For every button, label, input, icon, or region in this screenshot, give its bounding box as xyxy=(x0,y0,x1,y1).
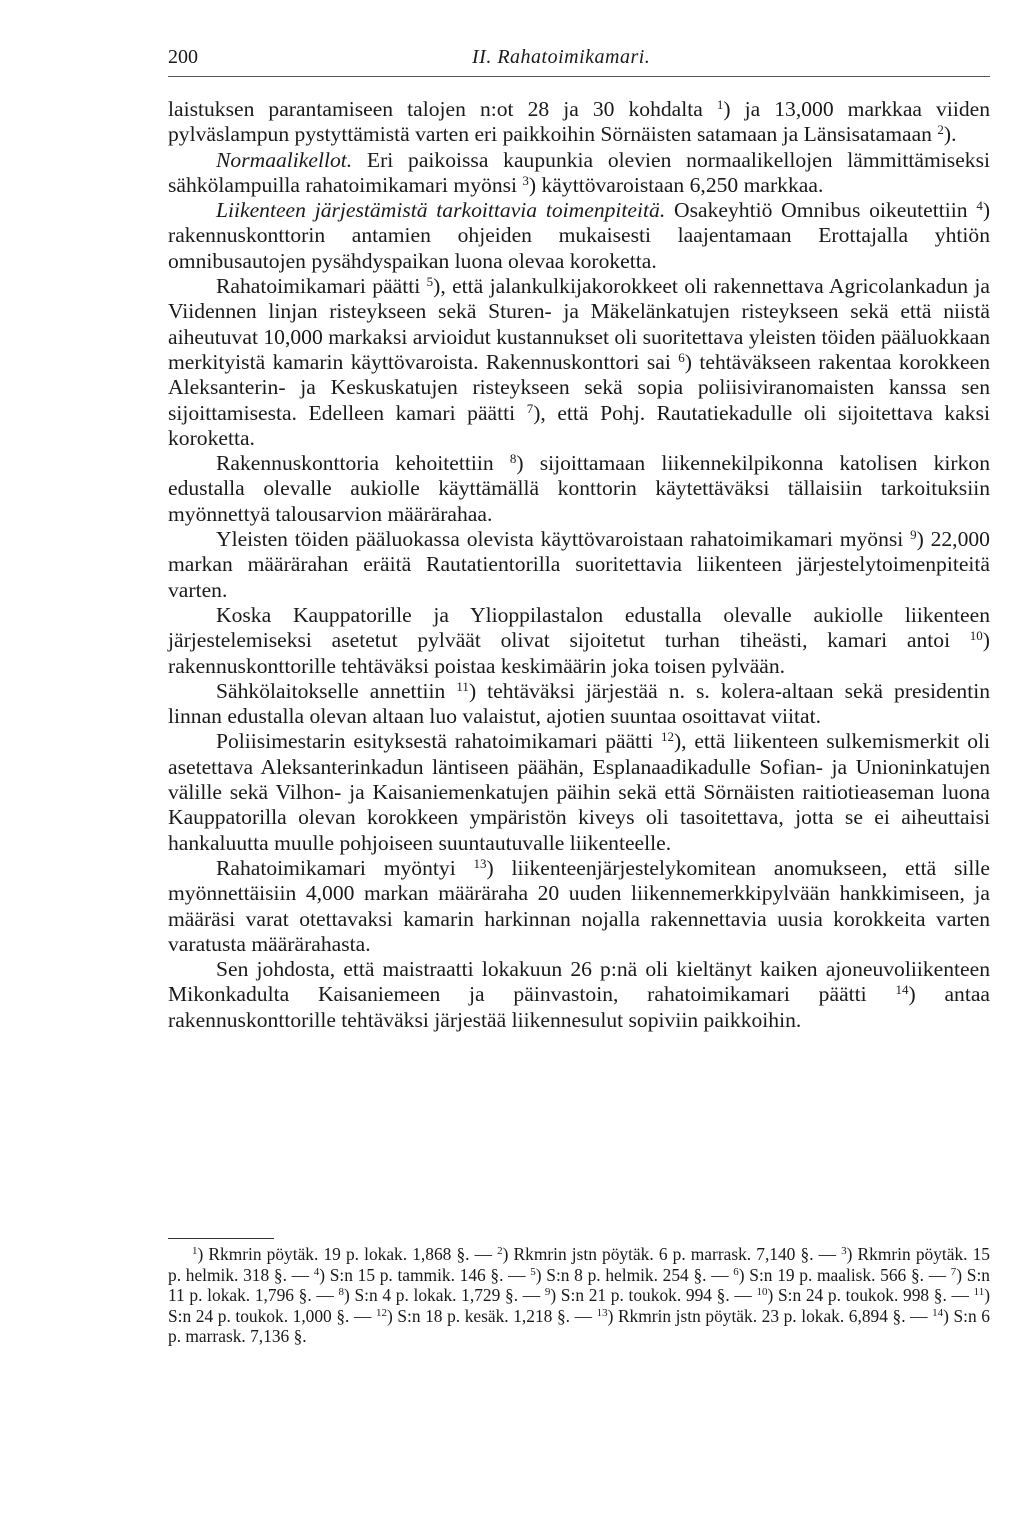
footnote-marker: 12 xyxy=(375,1306,387,1319)
running-title: II. Rahatoimikamari. xyxy=(472,46,651,68)
footnote-marker: 5 xyxy=(426,274,434,290)
footnote-marker: 4 xyxy=(976,198,983,214)
footnote-marker: 3 xyxy=(522,172,529,188)
footnote-marker: 6 xyxy=(733,1265,739,1278)
footnote-marker: 8 xyxy=(509,451,517,467)
paragraph xyxy=(168,451,990,527)
text-run: ), että liikenteen sulkemismerkit oli asetettava Aleksanterinkadun läntiseen päähän, Esplanaadikadulle Sofian- ja Unioninkatujen välille sekä Vilhon- ja Kaisaniemenkatujen päihin sekä että Sörnäisten raitiotieaseman luona Kauppatorilla olevan korokkeen ympäristön kiveys oli tasoitettava, jotta se ei aiheuttaisi hankaluutta muulle pohjoiseen suuntautuvalle liikenteelle. xyxy=(168,729,990,855)
text-run: Koska Kauppatorille ja Ylioppilastalon edustalla olevalle aukiolle liikenteen järjestelemiseksi asetetut pylväät olivat sijoitetut turhan tiheästi, kamari antoi xyxy=(168,602,990,653)
footnote-marker: 13 xyxy=(596,1306,608,1319)
footnote-marker: 14 xyxy=(895,982,909,998)
main-text xyxy=(168,97,990,1033)
paragraph xyxy=(168,198,990,274)
paragraph xyxy=(168,729,990,855)
paragraph xyxy=(168,148,990,199)
text-run: ) rakennuskonttorin antamien ohjeiden mukaisesti laajentamaan Erottajalla yhtiön omnibusautojen pysähdyspaikan luona olevaa koroketta. xyxy=(168,198,991,273)
footnote-marker: 14 xyxy=(932,1306,944,1319)
text-run: ) antaa rakennuskonttorille tehtäväksi järjestää liikennesulut sopiviin paikkoihin. xyxy=(168,982,990,1032)
footnote-marker: 13 xyxy=(473,855,487,871)
footnote-divider xyxy=(168,1238,274,1239)
paragraph xyxy=(168,856,990,957)
footnote-marker: 6 xyxy=(678,349,685,365)
text-run: ) Rkmrin jstn pöytäk. 6 p. marrask. 7,140 §. — xyxy=(502,1244,842,1264)
text-run: ) S:n 11 p. lokak. 1,796 §. — xyxy=(168,1264,990,1305)
paragraph xyxy=(168,957,990,1033)
paragraph xyxy=(168,679,990,730)
footnote-marker: 3 xyxy=(841,1245,847,1257)
text-run: ) S:n 21 p. toukok. 994 §. — xyxy=(550,1285,757,1305)
footnote-marker: 4 xyxy=(313,1265,320,1278)
text-run: ) Rkmrin pöytäk. 19 p. lokak. 1,868 §. — xyxy=(197,1244,498,1264)
text-run: ) tehtäväksi järjestää n. s. kolera-altaan sekä presidentin linnan edustalla olevan altaan luo valaistut, ajotien suuntaa osoittavat viitat. xyxy=(168,678,990,729)
text-run: ) Rkmrin pöytäk. 15 p. helmik. 318 §. — xyxy=(168,1244,990,1285)
footnote-marker: 1 xyxy=(192,1245,198,1257)
footnote-marker: 10 xyxy=(756,1286,768,1298)
page-header xyxy=(168,44,990,77)
text-run: ) S:n 24 p. toukok. 1,000 §. — xyxy=(168,1285,990,1326)
text-run: ). xyxy=(943,122,957,147)
text-run: ) sijoittamaan liikennekilpikonna katolisen kirkon edustalla olevalle aukiolle käyttämällä konttorin käytettäväksi tällaisiin tarkoituksiin myönnettyä talousarvion määrärahaa. xyxy=(168,451,991,526)
text-run: ) Rkmrin jstn pöytäk. 23 p. lokak. 6,894 §. — xyxy=(607,1305,933,1326)
text-run: Poliisimestarin esityksestä rahatoimikamari päätti xyxy=(216,729,661,754)
footnote-paragraph xyxy=(168,1244,990,1347)
text-run: ) S:n 6 p. marrask. 7,136 §. xyxy=(168,1305,990,1346)
footnote-marker: 10 xyxy=(969,628,983,644)
text-run: Eri paikoissa kaupunkia olevien normaalikellojen lämmittämiseksi sähkölampuilla rahatoimikamari myönsi xyxy=(168,147,990,197)
footnote-marker: 9 xyxy=(544,1286,551,1298)
footnote-marker: 5 xyxy=(530,1265,536,1278)
text-run: ) rakennuskonttorille tehtäväksi poistaa keskimäärin joka toisen pylvään. xyxy=(168,628,990,678)
text-run: ), että Pohj. Rautatiekadulle oli sijoitettava kaksi koroketta. xyxy=(168,400,990,450)
footnotes xyxy=(168,1244,990,1347)
section-heading: Normaalikellot. xyxy=(216,147,353,172)
section-heading: Liikenteen järjestämistä tarkoittavia toimenpiteitä. xyxy=(216,198,666,223)
footnote-marker: 7 xyxy=(526,400,534,416)
text-run: Rahatoimikamari päätti xyxy=(216,274,427,299)
footnote-marker: 1 xyxy=(716,97,724,112)
text-run: ) S:n 18 p. kesäk. 1,218 §. — xyxy=(386,1305,597,1326)
paragraph xyxy=(168,603,990,679)
paragraph xyxy=(168,274,990,451)
text-run: ) tehtäväkseen rakentaa korokkeen Aleksanterin- ja Keskuskatujen risteykseen sekä sopia poliisiviranomaisten kanssa sen sijoittamisesta. Edelleen kamari päätti xyxy=(168,349,990,425)
text-run: ) liikenteenjärjestelykomitean anomukseen, että sille myönnettäisiin 4,000 markan määräraha 20 uuden liikennemerkkipylvään hankkimiseen, ja määräsi varat otettavaksi kamarin harkinnan nojalla rakennettavia uusia korokkeita varten varatusta määrärahasta. xyxy=(168,855,990,956)
text-run: ) S:n 4 p. lokak. 1,729 §. — xyxy=(344,1285,545,1305)
page-number: 200 xyxy=(168,46,198,68)
text-run: ) S:n 15 p. tammik. 146 §. — xyxy=(319,1264,531,1285)
text-run: ), että jalankulkijakorokkeet oli rakennettava Agricolankadun ja Viidennen linjan risteykseen sekä Sturen- ja Mäkelänkatujen risteykseen sekä että niistä aiheutuvat 10,000 markaksi arvioidut kustannukset oli suoritettava yleisten töiden pääluokkaan merkityistä kamarin käyttövaroista. Rakennuskonttori sai xyxy=(168,274,990,374)
paragraph xyxy=(168,527,990,603)
text-run: ) käyttövaroistaan 6,250 markkaa. xyxy=(528,172,824,197)
text-run: ) 22,000 markan määrärahan eräitä Rautatientorilla suoritettavia liikenteen järjestelytoimenpiteitä varten. xyxy=(168,527,990,602)
footnote-marker: 7 xyxy=(950,1265,957,1278)
text-run: ) S:n 19 p. maalisk. 566 §. — xyxy=(738,1264,951,1285)
text-run: Osakeyhtiö Omnibus oikeutettiin xyxy=(665,198,977,223)
footnote-marker: 12 xyxy=(660,729,674,745)
text-run: Yleisten töiden pääluokassa olevista käyttövaroistaan rahatoimikamari myönsi xyxy=(216,527,911,552)
text-run: Rakennuskonttoria kehoitettiin xyxy=(216,451,510,476)
text-run: Sen johdosta, että maistraatti lokakuun 26 p:nä oli kieltänyt kaiken ajoneuvoliikenteen Mikonkadulta Kaisaniemeen ja päinvastoin, rahatoimikamari päätti xyxy=(168,957,990,1007)
text-run: ) S:n 8 p. helmik. 254 §. — xyxy=(535,1264,734,1285)
footnote-marker: 9 xyxy=(910,527,917,543)
footnote-marker: 2 xyxy=(937,122,944,138)
text-run: Rahatoimikamari myöntyi xyxy=(216,855,474,880)
footnote-marker: 11 xyxy=(973,1286,985,1298)
text-run: ) S:n 24 p. toukok. 998 §. — xyxy=(767,1285,974,1305)
text-run: ) ja 13,000 markkaa viiden pylväslampun pystyttämistä varten eri paikkoihin Sörnäisten satamaan ja Länsisatamaan xyxy=(168,97,991,147)
footnote-marker: 11 xyxy=(456,678,469,694)
text-run: laistuksen parantamiseen talojen n:ot 28 ja 30 kohdalta xyxy=(168,97,717,121)
text-run: Sähkölaitokselle annettiin xyxy=(216,678,457,703)
paragraph xyxy=(168,97,990,148)
footnote-marker: 2 xyxy=(497,1245,503,1257)
footnote-marker: 8 xyxy=(338,1286,344,1298)
